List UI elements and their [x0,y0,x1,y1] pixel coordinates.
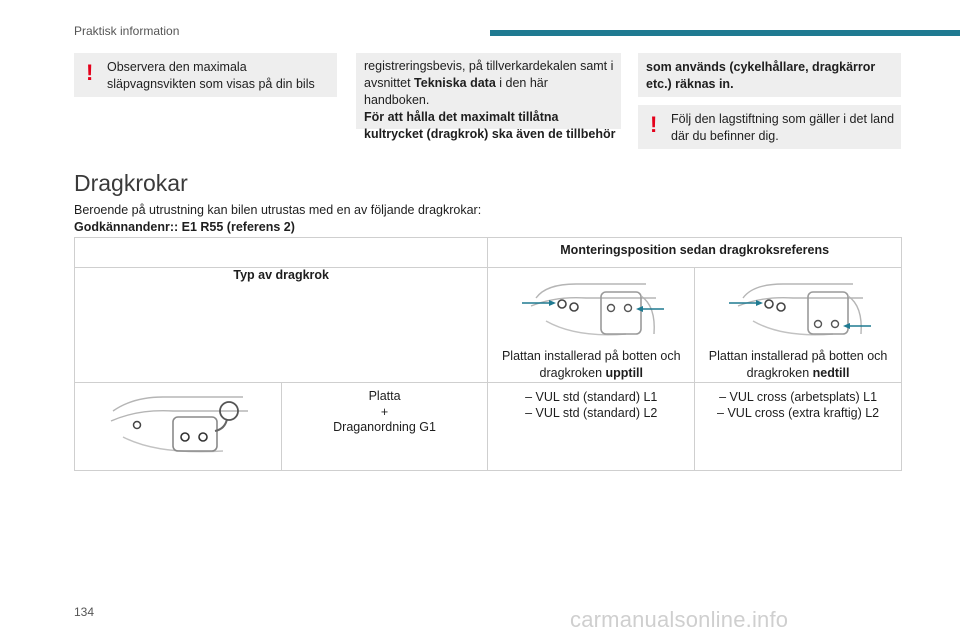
description-line: Draganordning G1 [333,420,436,434]
empty-header-cell [75,238,488,268]
exclamation-warning-icon: ! [650,112,658,137]
list-item: – VUL cross (extra kraftig) L2 [717,406,880,420]
mount-down-caption: Plattan installerad på botten och dragkroken nedtill [708,349,888,380]
note-continuation-text: registreringsbevis, på tillverkardekalen samt i avsnittet Tekniska data i den här handboken. För att hålla det maximalt tillåtna kultrycket (dragkrok) ska även de tillbehör [364,59,616,141]
description-line: Platta [368,389,401,403]
towbar-table [74,237,902,471]
table-header-row [75,238,902,268]
table-row [75,268,902,383]
warning-note-trailer-weight [74,53,337,97]
header-accent-bar [490,30,960,36]
plate-mounted-hitch-down-illustration [723,276,873,344]
plate-mounted-hitch-up-illustration [516,276,666,344]
list-item: – VUL cross (arbetsplats) L1 [719,390,878,404]
page-header-title: Praktisk information [74,24,180,38]
tech-data-reference: Tekniska data [414,76,496,90]
mount-up-cell [488,268,695,383]
table-row [75,383,902,471]
note-accessories [638,53,901,97]
towbar-ball-illustration [103,391,253,459]
mount-up-caption: Plattan installerad på botten och dragkroken upptill [501,349,681,380]
towbar-image-cell [75,383,282,471]
warning-note-legislation [638,105,901,149]
ball-load-note: För att hålla det maximalt tillåtna kultrycket (dragkrok) ska även de tillbehör [364,110,616,141]
section-intro [74,202,481,236]
approval-number: Godkännandenr:: E1 R55 (referens 2) [74,220,295,234]
models-down-cell [695,383,902,471]
warning-note-text: Observera den maximala släpvagnsvikten som visas på din bils [107,60,315,91]
warning-note-text: Följ den lagstiftning som gäller i det land där du befinner dig. [671,112,895,143]
hitch-type-header: Typ av dragkrok [75,268,488,383]
note-accessories-text: som används (cykelhållare, dragkärror etc.) räknas in. [646,60,876,91]
section-title: Dragkrokar [74,170,188,196]
list-item: – VUL std (standard) L2 [525,406,658,420]
watermark: carmanualsonline.info [570,607,789,632]
hitch-description-cell [281,383,488,471]
intro-text: Beroende på utrustning kan bilen utrustas med en av följande dragkrokar: [74,203,482,217]
models-up-cell [488,383,695,471]
description-line: + [380,404,389,419]
mount-down-cell [695,268,902,383]
note-continuation [356,53,621,141]
mounting-position-header: Monteringsposition sedan dragkroksreferens [488,238,902,268]
list-item: – VUL std (standard) L1 [525,390,658,404]
exclamation-warning-icon: ! [86,60,94,85]
page-number: 134 [74,605,95,619]
